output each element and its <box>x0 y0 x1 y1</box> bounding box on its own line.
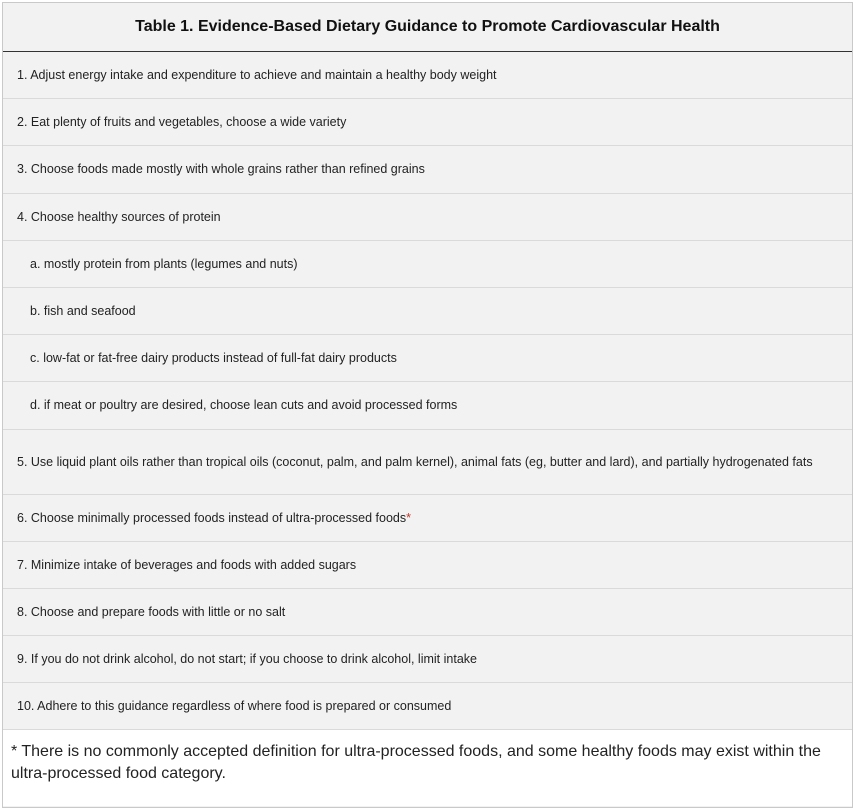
guidance-item-2 <box>3 99 852 146</box>
guidance-item-6 <box>3 495 852 542</box>
table-title-row <box>3 3 852 52</box>
dietary-guidance-table <box>2 2 853 808</box>
guidance-item-text: 2. Eat plenty of fruits and vegetables, choose a wide variety <box>17 115 347 130</box>
guidance-subitem-text: b. fish and seafood <box>30 304 136 319</box>
guidance-item-text: 3. Choose foods made mostly with whole grains rather than refined grains <box>17 162 425 177</box>
guidance-item-10 <box>3 683 852 730</box>
guidance-item-text: 7. Minimize intake of beverages and foods with added sugars <box>17 557 357 572</box>
guidance-item-text: 4. Choose healthy sources of protein <box>17 209 221 224</box>
guidance-item-1 <box>3 52 852 99</box>
guidance-item-text-wrap <box>17 509 411 527</box>
guidance-item-text: 1. Adjust energy intake and expenditure to achieve and maintain a healthy body weight <box>17 68 497 83</box>
guidance-subitem-text: a. mostly protein from plants (legumes and nuts) <box>30 256 298 271</box>
guidance-item-text: 5. Use liquid plant oils rather than tropical oils (coconut, palm, and palm kernel), animal fats (eg, butter and lard), and partially hydrogenated fats <box>17 454 813 469</box>
guidance-item-text: 6. Choose minimally processed foods instead of ultra-processed foods <box>17 510 407 525</box>
guidance-item-7 <box>3 542 852 589</box>
guidance-item-text: 10. Adhere to this guidance regardless of where food is prepared or consumed <box>17 699 452 714</box>
table-footnote: * There is no commonly accepted definition for ultra-processed foods, and some healthy foods may exist within the ultra-processed food category. <box>3 730 852 806</box>
guidance-subitem-text: c. low-fat or fat-free dairy products instead of full-fat dairy products <box>30 351 397 366</box>
guidance-item-3 <box>3 146 852 193</box>
guidance-subitem-text: d. if meat or poultry are desired, choose lean cuts and avoid processed forms <box>30 398 458 413</box>
guidance-item-text: 8. Choose and prepare foods with little or no salt <box>17 604 286 619</box>
guidance-subitem-4d <box>3 382 852 429</box>
guidance-subitem-4c <box>3 335 852 382</box>
guidance-item-9 <box>3 636 852 683</box>
guidance-item-5 <box>3 430 852 495</box>
guidance-item-4 <box>3 194 852 241</box>
table-title: Table 1. Evidence-Based Dietary Guidance to Promote Cardiovascular Health <box>135 18 720 35</box>
guidance-subitem-4a <box>3 241 852 288</box>
footnote-marker: * <box>406 510 411 525</box>
guidance-subitem-4b <box>3 288 852 335</box>
guidance-item-text: 9. If you do not drink alcohol, do not start; if you choose to drink alcohol, limit intake <box>17 652 477 667</box>
guidance-item-8 <box>3 589 852 636</box>
guidance-list <box>3 52 852 730</box>
